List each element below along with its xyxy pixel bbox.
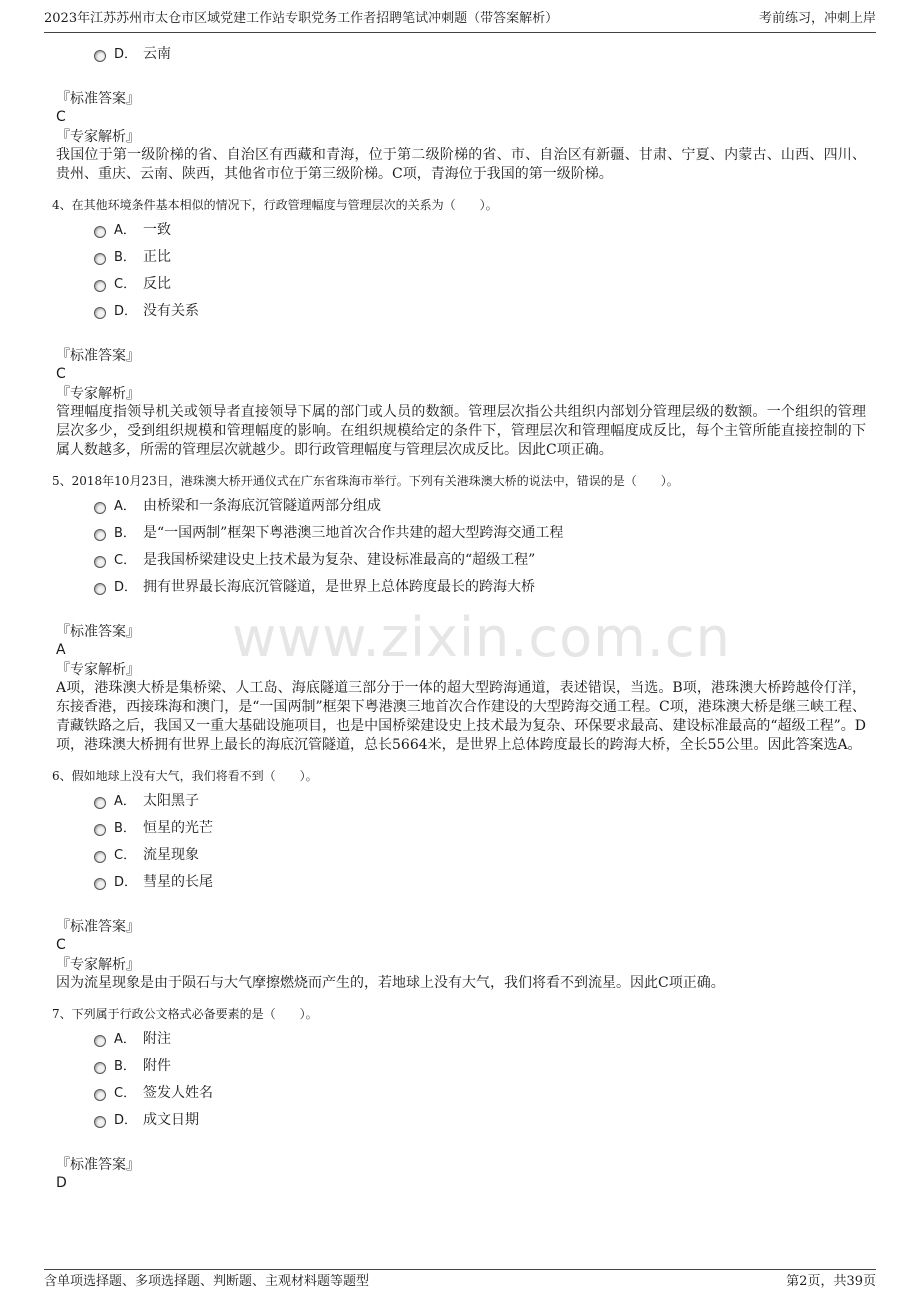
radio-button[interactable] <box>94 851 106 863</box>
radio-button[interactable] <box>94 50 106 62</box>
question-stem: 5、2018年10月23日，港珠澳大桥开通仪式在广东省珠海市举行。下列有关港珠澳大桥的说法中，错误的是（ ）。 <box>52 474 679 488</box>
watermark: www.zixin.com.cn <box>232 606 731 669</box>
page-header <box>44 8 876 33</box>
option-b[interactable]: B． 恒星的光芒 <box>56 815 866 842</box>
question-stem: 7、下列属于行政公文格式必备要素的是（ ）。 <box>52 1007 318 1021</box>
option-d[interactable]: D． 没有关系 <box>56 298 866 325</box>
question-stem: 6、假如地球上没有大气，我们将看不到（ ）。 <box>52 769 318 783</box>
option-c[interactable]: C． 流星现象 <box>56 842 866 869</box>
answer-value: A <box>56 642 66 658</box>
explanation-text: A项，港珠澳大桥是集桥梁、人工岛、海底隧道三部分于一体的超大型跨海通道，表述错误，当选。B项，港珠澳大桥跨越伶仃洋，东接香港，西接珠海和澳门，是“一国两制”框架下粤港澳三地首次合作建设的大型跨海交通工程。C项，港珠澳大桥是继三峡工程、青藏铁路之后，我国又一重大基础设施项目，也是中国桥梁建设史上技术最为复杂、环保要求最高、建设标准最高的“超级工程”。D项，港珠澳大桥拥有世界上最长的海底沉管隧道，总长5664米，是世界上总体跨度最长的跨海大桥，全长55公里。因此答案选A。 <box>56 680 866 753</box>
option-d[interactable]: D． 成文日期 <box>56 1107 866 1134</box>
option-c[interactable]: C． 反比 <box>56 271 866 298</box>
radio-button[interactable] <box>94 280 106 292</box>
radio-button[interactable] <box>94 502 106 514</box>
radio-button[interactable] <box>94 253 106 265</box>
answer-value: C <box>56 366 66 382</box>
option-c[interactable]: C． 签发人姓名 <box>56 1080 866 1107</box>
option-a[interactable]: A． 一致 <box>56 217 866 244</box>
explain-label: 『专家解析』 <box>56 662 140 678</box>
answer-label: 『标准答案』 <box>56 91 140 107</box>
answer-label: 『标准答案』 <box>56 919 140 935</box>
explanation-text: 管理幅度指领导机关或领导者直接领导下属的部门或人员的数额。管理层次指公共组织内部划分管理层级的数额。一个组织的管理层次多少，受到组织规模和管理幅度的影响。在组织规模给定的条件下，管理层次和管理幅度成反比，每个主管所能直接控制的下属人数越多，所需的管理层次就越少。即行政管理幅度与管理层次成反比。因此C项正确。 <box>56 404 866 458</box>
option-d[interactable]: D． 拥有世界最长海底沉管隧道，是世界上总体跨度最长的跨海大桥 <box>56 574 866 601</box>
explain-label: 『专家解析』 <box>56 129 140 145</box>
explanation-text: 我国位于第一级阶梯的省、自治区有西藏和青海，位于第二级阶梯的省、市、自治区有新疆、甘肃、宁夏、内蒙古、山西、四川、贵州、重庆、云南、陕西，其他省市位于第三级阶梯。C项，青海位于我国的第一级阶梯。 <box>56 147 866 182</box>
document-title: 2023年江苏苏州市太仓市区域党建工作站专职党务工作者招聘笔试冲刺题（带答案解析） <box>44 11 559 26</box>
answer-value: C <box>56 937 66 953</box>
answer-value: D <box>56 1175 67 1191</box>
radio-button[interactable] <box>94 1116 106 1128</box>
radio-button[interactable] <box>94 226 106 238</box>
page-number: 第2页，共39页 <box>786 1274 876 1289</box>
option-b[interactable]: B． 正比 <box>56 244 866 271</box>
explanation-text: 因为流星现象是由于陨石与大气摩擦燃烧而产生的，若地球上没有大气，我们将看不到流星。因此C项正确。 <box>56 975 725 991</box>
question-stem: 4、在其他环境条件基本相似的情况下，行政管理幅度与管理层次的关系为（ ）。 <box>52 198 498 212</box>
answer-label: 『标准答案』 <box>56 348 140 364</box>
option-b[interactable]: B． 是“一国两制”框架下粤港澳三地首次合作共建的超大型跨海交通工程 <box>56 520 866 547</box>
footer-types: 含单项选择题、多项选择题、判断题、主观材料题等题型 <box>44 1274 370 1289</box>
page-footer <box>44 1269 876 1292</box>
option-b[interactable]: B． 附件 <box>56 1053 866 1080</box>
option-d[interactable]: D． 云南 <box>56 41 866 68</box>
option-c[interactable]: C． 是我国桥梁建设史上技术最为复杂、建设标准最高的“超级工程” <box>56 547 866 574</box>
radio-button[interactable] <box>94 556 106 568</box>
option-a[interactable]: A． 太阳黑子 <box>56 788 866 815</box>
answer-label: 『标准答案』 <box>56 624 140 640</box>
explain-label: 『专家解析』 <box>56 386 140 402</box>
answer-value: C <box>56 109 66 125</box>
radio-button[interactable] <box>94 1062 106 1074</box>
radio-button[interactable] <box>94 824 106 836</box>
option-a[interactable]: A． 由桥梁和一条海底沉管隧道两部分组成 <box>56 493 866 520</box>
option-d[interactable]: D． 彗星的长尾 <box>56 869 866 896</box>
radio-button[interactable] <box>94 797 106 809</box>
radio-button[interactable] <box>94 307 106 319</box>
radio-button[interactable] <box>94 878 106 890</box>
radio-button[interactable] <box>94 1089 106 1101</box>
header-slogan: 考前练习，冲刺上岸 <box>758 11 876 26</box>
radio-button[interactable] <box>94 583 106 595</box>
radio-button[interactable] <box>94 1035 106 1047</box>
answer-label: 『标准答案』 <box>56 1157 140 1173</box>
radio-button[interactable] <box>94 529 106 541</box>
option-a[interactable]: A． 附注 <box>56 1026 866 1053</box>
page-content <box>52 40 866 1192</box>
explain-label: 『专家解析』 <box>56 957 140 973</box>
